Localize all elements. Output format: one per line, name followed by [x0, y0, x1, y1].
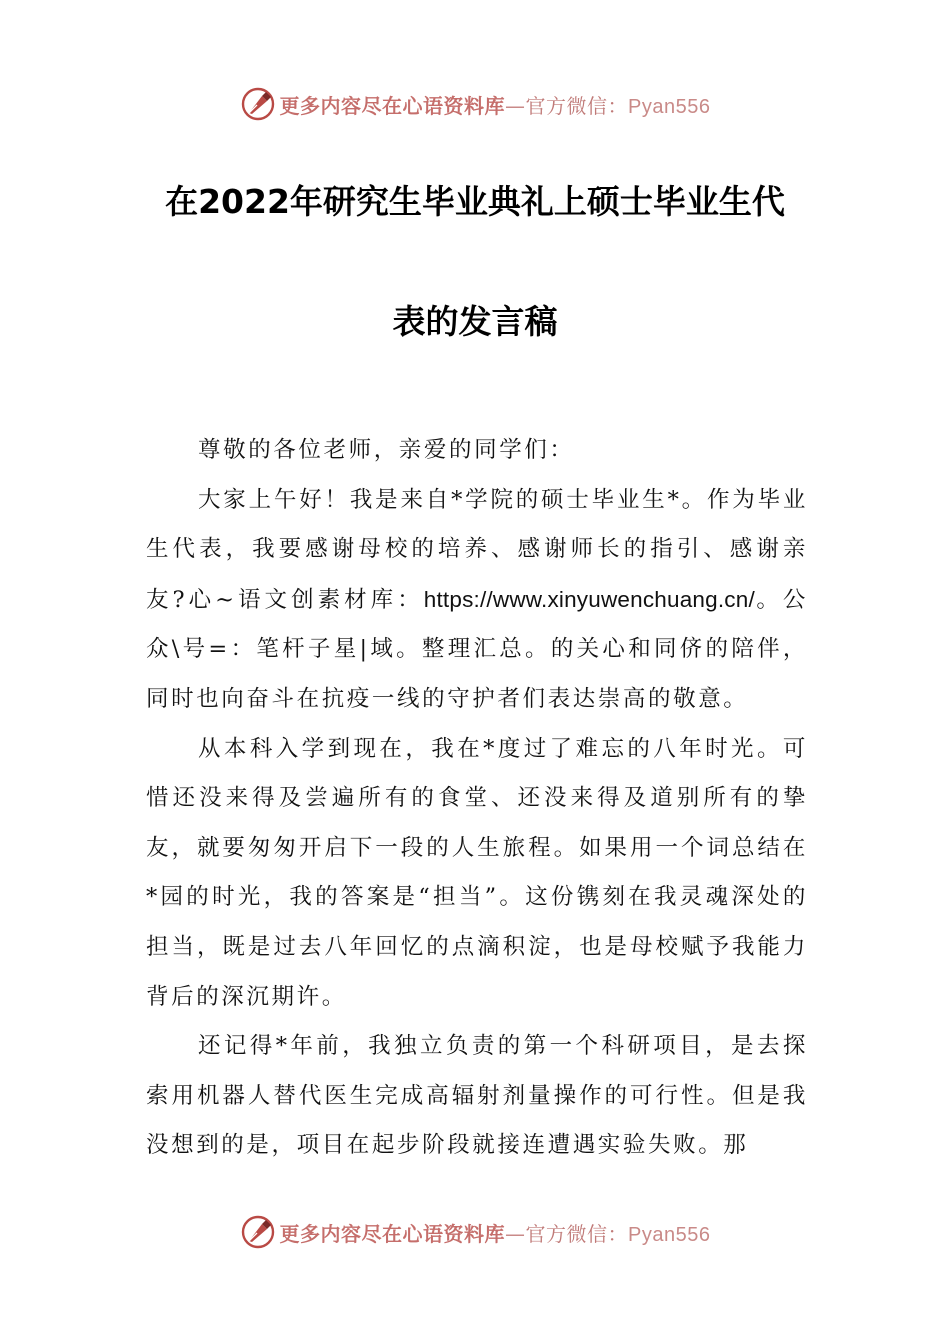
watermark-separator: —: [505, 93, 526, 118]
watermark-suffix: 官方微信：: [525, 93, 629, 118]
watermark-suffix: 官方微信：: [525, 1221, 629, 1246]
paragraph-text: 还记得*年前，我独立负责的第一个科研项目，是去探索用机器人替代医生完成高辐射剂量操作的可行性。但是我没想到的是，项目在起步阶段就接连遭遇实验失败。那: [146, 1033, 808, 1159]
watermark-text: [280, 1218, 711, 1247]
document-body: [146, 426, 808, 1171]
paragraph-research: [146, 1022, 808, 1171]
paragraph-salutation: [146, 426, 808, 476]
paragraph-text: 大家上午好！我是来自*学院的硕士毕业生*。作为毕业生代表，我要感谢母校的培养、感谢师长的指引、感谢亲友?心~语文创素材库：: [146, 486, 808, 613]
watermark-wechat-id: Pyan556: [628, 95, 711, 118]
pen-nib-logo-icon: [240, 86, 276, 122]
watermark-separator: —: [505, 1221, 526, 1246]
header-watermark: [0, 84, 950, 124]
paragraph-greeting: [146, 476, 808, 725]
watermark-brand: 更多内容尽在心语资料库: [279, 93, 506, 118]
paragraph-text: 尊敬的各位老师，亲爱的同学们：: [198, 437, 575, 463]
paragraph-memories: [146, 725, 808, 1023]
paragraph-text-continued: 。公众\号=：笔杆子星|域。整理汇总。的关心和同侪的陪伴，同时也向奋斗在抗疫一线的守护者们表达崇高的敬意。: [146, 586, 808, 712]
source-url: https://www.xinyuwenchuang.cn/: [423, 586, 755, 612]
watermark-wechat-id: Pyan556: [628, 1223, 711, 1246]
document-title-line-1: 在2022年研究生毕业典礼上硕士毕业生代: [165, 182, 785, 221]
pen-nib-logo-icon: [240, 1214, 276, 1250]
document-title-line-2: 表的发言稿: [392, 302, 558, 341]
paragraph-text: 从本科入学到现在，我在*度过了难忘的八年时光。可惜还没来得及尝遍所有的食堂、还没来得及道别所有的挚友，就要匆匆开启下一段的人生旅程。如果用一个词总结在*园的时光，我的答案是“担当”。这份镌刻在我灵魂深处的担当，既是过去八年回忆的点滴积淀，也是母校赋予我能力背后的深沉期许。: [146, 735, 808, 1010]
watermark-brand: 更多内容尽在心语资料库: [279, 1221, 506, 1246]
watermark-text: [280, 90, 711, 119]
footer-watermark: [0, 1212, 950, 1252]
